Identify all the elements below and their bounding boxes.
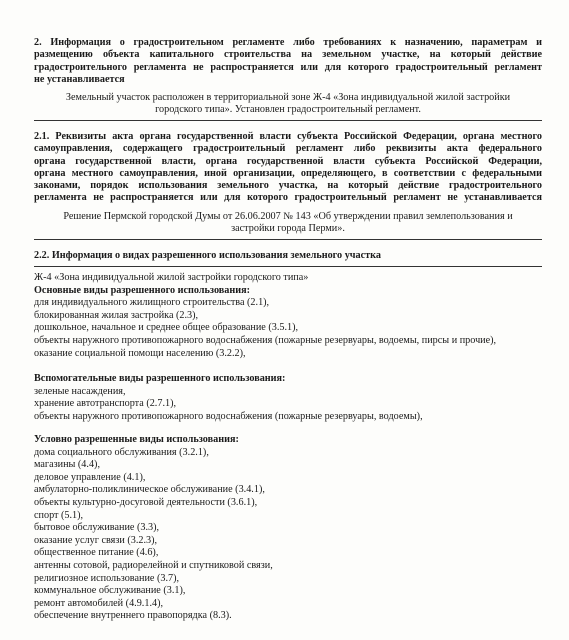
aux-uses-heading: Вспомогательные виды разрешенного использования: [34,373,286,384]
list-item: коммунальное обслуживание (3.1), [34,585,186,597]
list-item: объекты наружного противопожарного водоснабжения (пожарные резервуары, водоемы, пирсы и прочие), [34,334,497,346]
section-2-line: не устанавливается [34,73,125,85]
section-2-1-info-line: Решение Пермской городской Думы от 26.06.2007 № 143 «Об утверждении правил землепользования и [63,211,513,222]
list-item: спорт (5.1), [34,509,84,521]
section-2-1-line: органа местного самоуправления, иной организации, определяющего, в соответствии с федеральными [34,167,542,179]
list-item: амбулаторно-поликлиническое обслуживание (3.4.1), [34,484,265,496]
section-2-1-heading [34,131,542,205]
section-2-1-line: 2.1. Реквизиты акта органа государственной власти субъекта Российской Федерации, органа местного [34,131,542,142]
list-item: хранение автотранспорта (2.7.1), [34,398,177,410]
list-item: религиозное использование (3.7), [34,572,180,584]
list-item: дошкольное, начальное и среднее общее образование (3.5.1), [34,322,299,334]
section-2-1-divider [34,239,542,240]
section-2-2-divider [34,266,542,267]
section-2-1-info [34,211,542,236]
list-item: для индивидуального жилищного строительства (2.1), [34,297,270,309]
list-item: зеленые насаждения, [34,385,126,397]
section-2-info-line: городского типа». Установлен градостроительный регламент. [155,104,421,116]
section-2-1-info-line: застройки города Перми». [231,223,345,235]
main-uses-heading: Основные виды разрешенного использования: [34,284,251,296]
conditional-uses-block [34,434,273,623]
section-2-1-line: регламента не распространяется или для которого градостроительный регламент не устанавливается [34,192,542,204]
list-item: магазины (4.4), [34,459,100,471]
list-item: деловое управление (4.1), [34,471,146,483]
list-item: обеспечение внутреннего правопорядка (8.3). [34,610,232,622]
aux-uses-block [34,373,423,423]
section-2-2-heading [34,250,542,262]
list-item: антенны сотовой, радиорелейной и спутниковой связи, [34,559,273,571]
list-item: ремонт автомобилей (4.9.1.4), [34,597,164,609]
section-2-line: 2. Информация о градостроительном регламенте либо требованиях к назначению, параметрам и [34,37,542,48]
conditional-uses-heading: Условно разрешенные виды использования: [34,434,239,445]
list-item: объекты культурно-досуговой деятельности (3.6.1), [34,496,258,508]
list-item: оказание услуг связи (3.2.3), [34,534,158,546]
section-2-1-line: законами, порядок использования земельного участка, на который действие градостроительного [34,180,542,192]
list-item: блокированная жилая застройка (2.3), [34,309,199,321]
section-2-1-line: самоуправления, содержащего градостроительный регламент либо реквизиты акта федерального [34,143,542,155]
section-2-line: размещению объекта капитального строительства на земельном участке, на который действие [34,49,542,61]
list-item: общественное питание (4.6), [34,547,159,559]
list-item: бытовое обслуживание (3.3), [34,522,160,534]
section-2-heading [34,37,542,86]
section-2-info [34,92,542,117]
list-item: дома социального обслуживания (3.2.1), [34,446,209,458]
section-2-1-line: органа государственной власти, органа государственной власти субъекта Российской Федерации, [34,155,542,167]
zone-name: Ж-4 «Зона индивидуальной жилой застройки городского типа» [34,272,309,283]
section-2-2-title: 2.2. Информация о видах разрешенного использования земельного участка [34,250,381,261]
list-item: объекты наружного противопожарного водоснабжения (пожарные резервуары, водоемы), [34,410,423,422]
section-2-line: градостроительного регламента не распространяется или для которого градостроительный регламент [34,61,542,73]
main-uses-block [34,272,496,360]
list-item: оказание социальной помощи населению (3.2.2), [34,347,246,359]
section-2-info-line: Земельный участок расположен в территориальной зоне Ж-4 «Зона индивидуальной жилой застройки [65,92,511,103]
section-2-divider [34,120,542,121]
